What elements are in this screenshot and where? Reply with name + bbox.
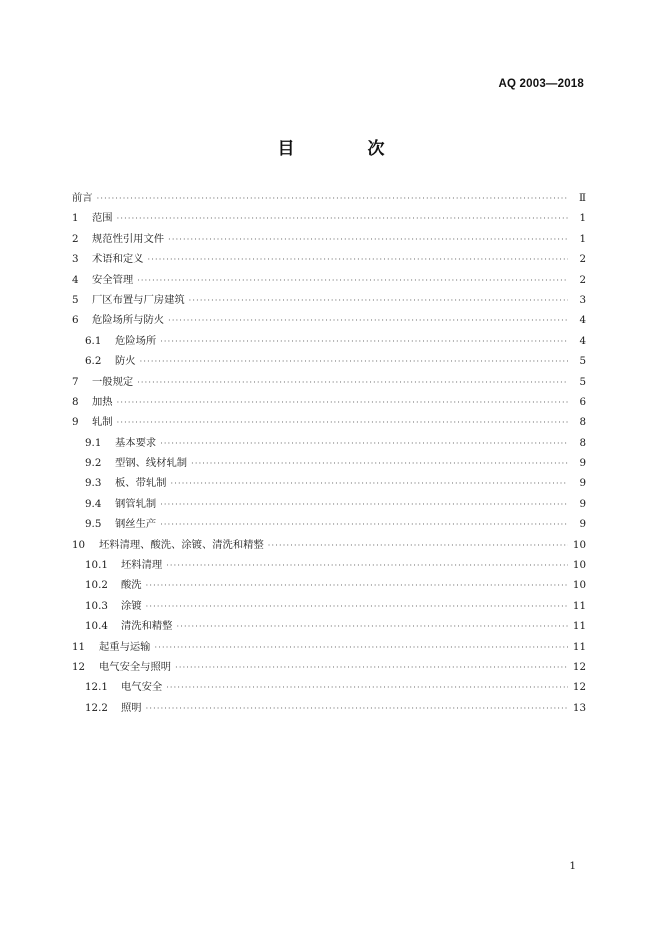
toc-entry[interactable] bbox=[72, 249, 586, 269]
toc-entry-page: 11 bbox=[572, 599, 586, 612]
toc-entry[interactable] bbox=[72, 637, 586, 657]
toc-entry-label: 范围 bbox=[92, 212, 113, 225]
toc-entry-label: 电气安全与照明 bbox=[99, 660, 172, 673]
toc-entry-page: 2 bbox=[579, 253, 586, 266]
dot-leader bbox=[166, 678, 568, 698]
toc-entry-label: 加热 bbox=[92, 395, 113, 408]
toc-entry-number: 2 bbox=[72, 232, 79, 245]
toc-entry-number: 12.1 bbox=[85, 681, 108, 694]
dot-leader bbox=[160, 434, 568, 454]
toc-entry-number: 6 bbox=[72, 314, 79, 327]
toc-entry[interactable] bbox=[72, 616, 586, 636]
dot-leader bbox=[160, 332, 568, 352]
toc-entry-label: 安全管理 bbox=[92, 273, 134, 286]
table-of-contents bbox=[72, 188, 586, 718]
toc-entry-label: 电气安全 bbox=[121, 681, 163, 694]
toc-entry-number: 9.3 bbox=[85, 477, 102, 490]
toc-entry[interactable] bbox=[72, 677, 586, 697]
toc-entry[interactable] bbox=[72, 473, 586, 493]
toc-entry-page: 5 bbox=[579, 375, 586, 388]
dot-leader bbox=[160, 515, 568, 535]
toc-entry-page: 9 bbox=[579, 457, 586, 470]
toc-entry-label: 板、带轧制 bbox=[115, 477, 167, 490]
toc-entry-number: 12.2 bbox=[85, 701, 108, 714]
toc-entry-page: 2 bbox=[579, 273, 586, 286]
toc-entry[interactable] bbox=[72, 351, 586, 371]
toc-entry-label: 术语和定义 bbox=[92, 253, 144, 266]
toc-entry-page: 9 bbox=[579, 518, 586, 531]
page-number: 1 bbox=[569, 860, 576, 872]
dot-leader bbox=[147, 250, 568, 270]
toc-entry-page: 1 bbox=[579, 232, 586, 245]
toc-entry[interactable] bbox=[72, 372, 586, 392]
toc-entry-label: 危险场所与防火 bbox=[92, 314, 165, 327]
toc-entry[interactable] bbox=[72, 575, 586, 595]
dot-leader bbox=[117, 209, 568, 229]
dot-leader bbox=[170, 474, 568, 494]
toc-entry-page: 1 bbox=[579, 212, 586, 225]
dot-leader bbox=[175, 658, 568, 678]
toc-entry-page: 11 bbox=[572, 620, 586, 633]
toc-entry-page: 4 bbox=[579, 334, 586, 347]
toc-entry[interactable] bbox=[72, 596, 586, 616]
toc-entry-label: 防火 bbox=[115, 355, 136, 368]
toc-entry-page: 12 bbox=[572, 681, 586, 694]
toc-entry-number: 10 bbox=[72, 538, 86, 551]
toc-entry-page: 3 bbox=[579, 293, 586, 306]
dot-leader bbox=[140, 352, 568, 372]
toc-entry-number: 10.4 bbox=[85, 620, 108, 633]
toc-entry[interactable] bbox=[72, 514, 586, 534]
toc-entry-label: 坯料清理 bbox=[121, 559, 163, 572]
toc-entry-label: 基本要求 bbox=[115, 436, 157, 449]
toc-entry-number: 10.2 bbox=[85, 579, 108, 592]
toc-entry-label: 型钢、线材轧制 bbox=[115, 457, 188, 470]
toc-entry[interactable] bbox=[72, 453, 586, 473]
toc-entry-number: 6.2 bbox=[85, 355, 102, 368]
toc-entry-number: 6.1 bbox=[85, 334, 102, 347]
toc-entry-number: 9.4 bbox=[85, 497, 102, 510]
toc-entry-label: 酸洗 bbox=[121, 579, 142, 592]
toc-entry-number: 12 bbox=[72, 660, 86, 673]
toc-entry-label: 涂镀 bbox=[121, 599, 142, 612]
standard-code: AQ 2003—2018 bbox=[498, 78, 584, 90]
dot-leader bbox=[176, 617, 568, 637]
page-title: 目 次 bbox=[277, 139, 413, 159]
toc-entry-page: 10 bbox=[572, 579, 586, 592]
toc-entry[interactable] bbox=[72, 290, 586, 310]
toc-entry-page: 6 bbox=[579, 395, 586, 408]
toc-entry-label: 钢丝生产 bbox=[115, 518, 157, 531]
toc-entry-page: 13 bbox=[572, 701, 586, 714]
dot-leader bbox=[117, 413, 568, 433]
dot-leader bbox=[154, 638, 568, 658]
toc-entry-number: 8 bbox=[72, 395, 79, 408]
toc-entry[interactable] bbox=[72, 494, 586, 514]
toc-entry-number: 9.1 bbox=[85, 436, 102, 449]
toc-entry-label: 起重与运输 bbox=[99, 640, 151, 653]
dot-leader bbox=[117, 393, 568, 413]
toc-entry-page: 10 bbox=[572, 538, 586, 551]
toc-entry-page: 12 bbox=[572, 660, 586, 673]
toc-entry-label: 照明 bbox=[121, 701, 142, 714]
toc-entry-label: 厂区布置与厂房建筑 bbox=[92, 293, 185, 306]
toc-entry-label: 规范性引用文件 bbox=[92, 232, 165, 245]
dot-leader bbox=[166, 556, 568, 576]
toc-entry[interactable] bbox=[72, 229, 586, 249]
toc-entry-label: 轧制 bbox=[92, 416, 113, 429]
toc-entry[interactable] bbox=[72, 392, 586, 412]
toc-entry-page: 9 bbox=[579, 497, 586, 510]
toc-entry-label: 坯料清理、酸洗、涂镀、清洗和精整 bbox=[99, 538, 264, 551]
dot-leader bbox=[160, 495, 568, 515]
toc-entry-label: 危险场所 bbox=[115, 334, 157, 347]
toc-entry-page: 8 bbox=[579, 436, 586, 449]
toc-entry-page: 4 bbox=[579, 314, 586, 327]
toc-entry-page: 11 bbox=[572, 640, 586, 653]
toc-entry-page: 8 bbox=[579, 416, 586, 429]
toc-entry[interactable] bbox=[72, 433, 586, 453]
toc-entry-number: 9.5 bbox=[85, 518, 102, 531]
toc-entry-number: 7 bbox=[72, 375, 79, 388]
toc-entry-number: 5 bbox=[72, 293, 79, 306]
dot-leader bbox=[168, 230, 568, 250]
toc-entry[interactable] bbox=[72, 698, 586, 718]
toc-entry[interactable] bbox=[72, 555, 586, 575]
dot-leader bbox=[189, 291, 568, 311]
toc-entry-number: 10.3 bbox=[85, 599, 108, 612]
toc-entry-number: 11 bbox=[72, 640, 86, 653]
dot-leader bbox=[97, 189, 568, 209]
toc-entry[interactable] bbox=[72, 412, 586, 432]
toc-entry[interactable] bbox=[72, 657, 586, 677]
toc-entry[interactable] bbox=[72, 208, 586, 228]
toc-entry-page: 9 bbox=[579, 477, 586, 490]
toc-entry-page: 10 bbox=[572, 559, 586, 572]
toc-entry-number: 9 bbox=[72, 416, 79, 429]
dot-leader bbox=[137, 373, 568, 393]
dot-leader bbox=[146, 699, 568, 719]
dot-leader bbox=[191, 454, 568, 474]
dot-leader bbox=[146, 597, 568, 617]
toc-entry[interactable] bbox=[72, 310, 586, 330]
dot-leader bbox=[268, 536, 568, 556]
toc-entry-label: 一般规定 bbox=[92, 375, 134, 388]
toc-entry[interactable] bbox=[72, 535, 586, 555]
toc-entry-label: 钢管轧制 bbox=[115, 497, 157, 510]
dot-leader bbox=[146, 576, 568, 596]
toc-entry[interactable] bbox=[72, 188, 586, 208]
toc-entry-number: 1 bbox=[72, 212, 79, 225]
dot-leader bbox=[168, 311, 568, 331]
toc-entry-page: 5 bbox=[579, 355, 586, 368]
toc-entry-page: Ⅱ bbox=[579, 192, 586, 204]
toc-entry-label: 清洗和精整 bbox=[121, 620, 173, 633]
toc-entry[interactable] bbox=[72, 270, 586, 290]
toc-entry-label: 前言 bbox=[72, 192, 93, 204]
toc-entry-number: 4 bbox=[72, 273, 79, 286]
toc-entry-number: 9.2 bbox=[85, 457, 102, 470]
dot-leader bbox=[137, 271, 568, 291]
toc-entry-number: 3 bbox=[72, 253, 79, 266]
toc-entry-number: 10.1 bbox=[85, 559, 108, 572]
toc-entry[interactable] bbox=[72, 331, 586, 351]
